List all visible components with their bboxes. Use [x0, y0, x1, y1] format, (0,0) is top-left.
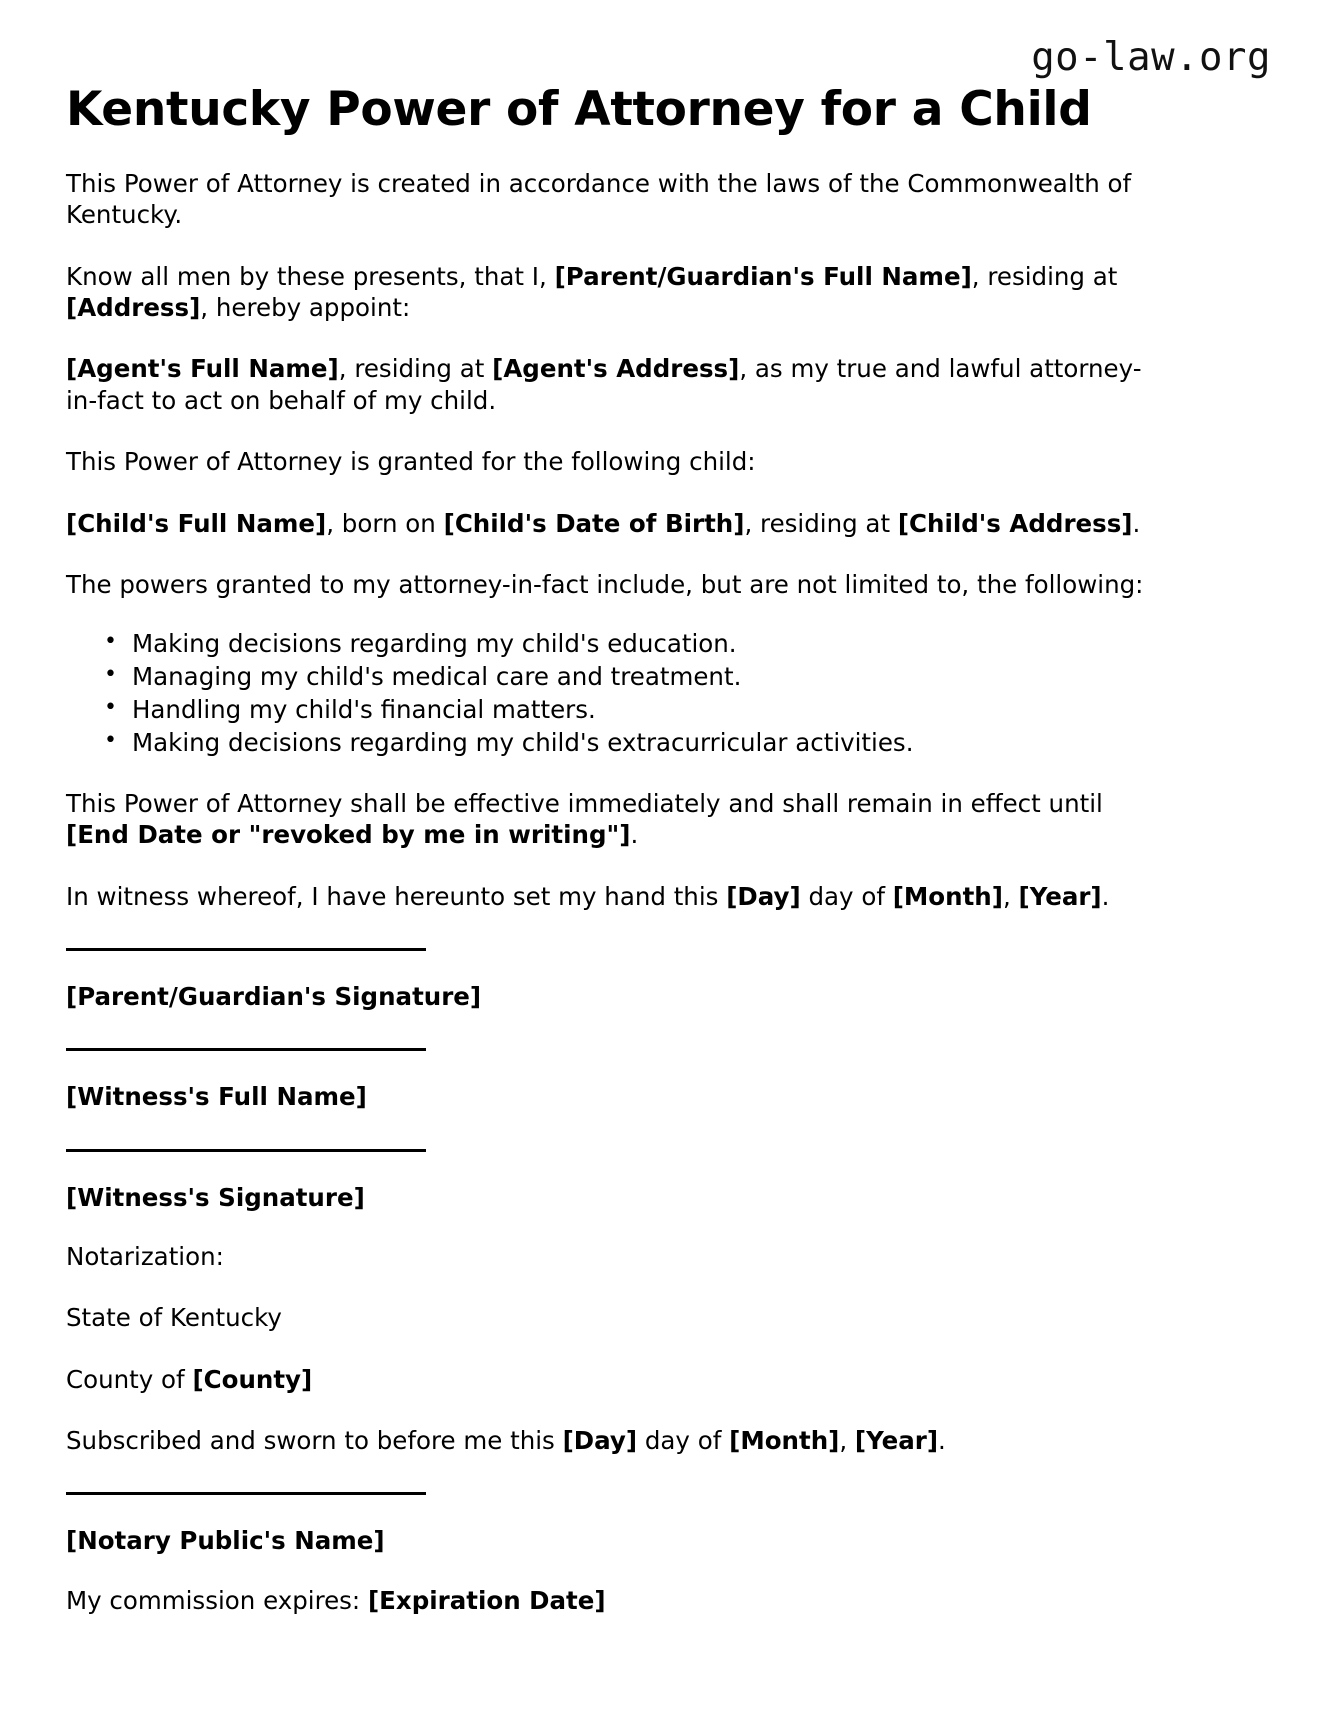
signature-block-parent: [66, 948, 1144, 1012]
agent-suffix-text: , as my true and lawful attorney-in-fact to act on behalf of my child.: [66, 354, 1142, 415]
paragraph-witness-whereof: [66, 881, 1144, 912]
signature-label: [Witness's Signature]: [66, 1182, 365, 1212]
notarization-county: [66, 1364, 1144, 1395]
signature-label: [Parent/Guardian's Signature]: [66, 981, 482, 1011]
placeholder-child-dob: [Child's Date of Birth]: [443, 508, 745, 538]
list-item-label: Managing my child's medical care and treatment.: [132, 662, 742, 692]
child-suffix-text: .: [1132, 508, 1141, 538]
list-item: [132, 663, 1144, 692]
signature-block-witness-signature: [66, 1149, 1144, 1213]
powers-intro-text: The powers granted to my attorney-in-fact include, but are not limited to, the following:: [66, 569, 1144, 599]
sworn-day-of-connector: day of: [637, 1426, 730, 1456]
county-prefix-text: County of: [66, 1364, 193, 1394]
know-all-prefix: Know all men by these presents, that I,: [66, 261, 555, 291]
year-separator: ,: [1002, 881, 1019, 911]
notarization-commission-expires: [66, 1585, 1144, 1616]
effective-prefix-text: This Power of Attorney shall be effective immediately and shall remain in effect until: [66, 788, 1103, 818]
hereby-appoint-suffix: , hereby appoint:: [200, 293, 411, 323]
paragraph-agent: [66, 353, 1144, 416]
child-residing-connector: , residing at: [744, 508, 898, 538]
signature-label: [Witness's Full Name]: [66, 1082, 367, 1112]
placeholder-address: [Address]: [66, 293, 201, 323]
paragraph-granted-for: [66, 446, 1144, 477]
placeholder-end-date: [End Date or "revoked by me in writing"]: [66, 820, 631, 850]
placeholder-day: [Day]: [726, 881, 801, 911]
witness-whereof-suffix: .: [1101, 881, 1110, 911]
sworn-prefix-text: Subscribed and sworn to before me this: [66, 1426, 563, 1456]
placeholder-agent-address: [Agent's Address]: [492, 354, 740, 384]
list-item-label: Handling my child's financial matters.: [132, 695, 596, 725]
list-item: [132, 696, 1144, 725]
signature-line: [66, 1048, 426, 1051]
paragraph-effective-period: [66, 788, 1144, 851]
paragraph-powers-intro: [66, 569, 1144, 600]
commission-prefix-text: My commission expires:: [66, 1585, 368, 1615]
notarization-state: State of Kentucky: [66, 1303, 282, 1333]
sworn-year-separator: ,: [839, 1426, 855, 1456]
sworn-suffix-text: .: [938, 1426, 946, 1456]
intro-text: This Power of Attorney is created in accordance with the laws of the Commonwealth of Kentucky.: [66, 169, 1132, 230]
placeholder-expiration-date: [Expiration Date]: [367, 1585, 606, 1615]
placeholder-child-address: [Child's Address]: [897, 508, 1133, 538]
paragraph-principal: [66, 261, 1144, 324]
notarization-sworn: [66, 1425, 1144, 1456]
placeholder-sworn-day: [Day]: [562, 1426, 638, 1456]
notarization-heading: Notarization:: [66, 1242, 224, 1272]
list-item-label: Making decisions regarding my child's education.: [132, 629, 737, 659]
powers-list: [66, 630, 1144, 758]
placeholder-year: [Year]: [1018, 881, 1102, 911]
document-body: [66, 168, 1144, 1646]
granted-for-text: This Power of Attorney is granted for the following child:: [66, 447, 756, 477]
list-item-label: Making decisions regarding my child's extracurricular activities.: [132, 727, 914, 757]
list-item: [132, 729, 1144, 758]
list-item: [132, 630, 1144, 659]
site-brand-watermark: go-law.org: [1031, 35, 1271, 80]
paragraph-intro: [66, 168, 1144, 231]
agent-residing-connector: , residing at: [338, 354, 493, 384]
placeholder-sworn-month: [Month]: [729, 1426, 840, 1456]
placeholder-parent-name: [Parent/Guardian's Full Name]: [554, 261, 972, 291]
placeholder-month: [Month]: [892, 881, 1003, 911]
placeholder-agent-name: [Agent's Full Name]: [66, 354, 339, 384]
placeholder-sworn-year: [Year]: [854, 1426, 939, 1456]
signature-line: [66, 1492, 426, 1495]
signature-block-witness-name: [66, 1048, 1144, 1112]
day-of-connector: day of: [800, 881, 893, 911]
child-born-connector: , born on: [326, 508, 444, 538]
signature-line: [66, 1149, 426, 1152]
placeholder-child-name: [Child's Full Name]: [66, 508, 327, 538]
residing-at-connector: , residing at: [971, 261, 1118, 291]
signature-block-notary: [66, 1492, 1144, 1556]
signature-line: [66, 948, 426, 951]
witness-whereof-prefix: In witness whereof, I have hereunto set my hand this: [66, 881, 727, 911]
paragraph-child: [66, 508, 1144, 539]
placeholder-county: [County]: [192, 1364, 313, 1394]
effective-suffix-text: .: [630, 820, 639, 850]
signature-label: [Notary Public's Name]: [66, 1526, 385, 1556]
page-title: Kentucky Power of Attorney for a Child: [66, 82, 1092, 137]
